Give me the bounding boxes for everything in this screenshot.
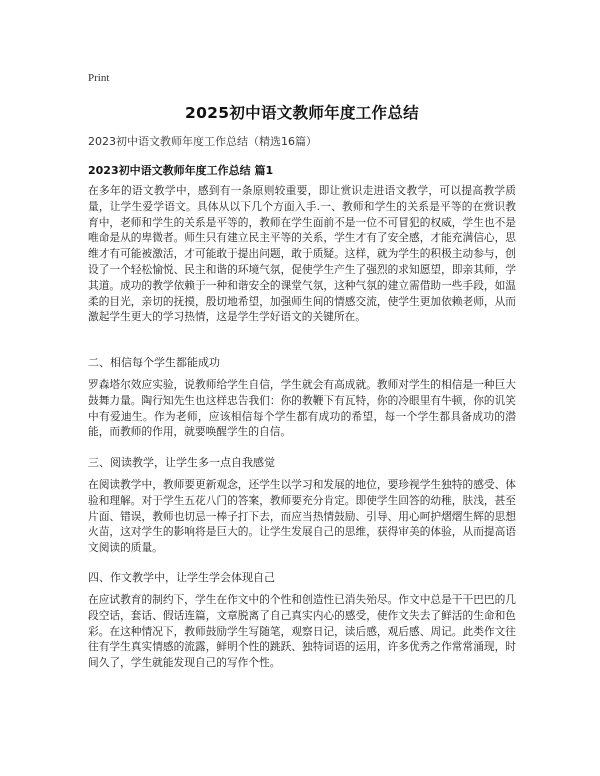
paragraph-4: 在应试教育的制约下，学生在作文中的个性和创造性已消失殆尽。作文中总是干干巴巴的几段空话，套话、假话连篇，文章脱离了自己真实内心的感受，使作文失去了鲜活的生命和色彩。在这种情况下，教师鼓励学生写随笔，观察日记，读后感，观后感、周记。此类作文往往有学生真实情感的流露，鲜明个性的跳跃、独特词语的运用，许多优秀之作常常涌现，时间久了，学生就能发现自己的写作个性。: [88, 593, 516, 670]
heading-2: 二、相信每个学生都能成功: [88, 356, 220, 369]
heading-4: 四、作文教学中，让学生学会体现自己: [88, 571, 275, 584]
paragraph-1: 在多年的语文教学中，感到有一条原则较重要，即让赏识走进语文教学，可以提高教学质量，让学生爱学语文。具体从以下几个方面入手.一、教师和学生的关系是平等的在赏识教育中，老师和学生的关系是平等的，教师在学生面前不是一位不可冒犯的权威，学生也不是唯命是从的卑微者。师生只有建立民主平等的关系，学生才有了安全感，才能充满信心，思维才有可能被激活，才可能敢于提出问题，敢于质疑。这样，就为学生的积极主动参与，创设了一个轻松愉悦、民主和谐的环境气氛，促使学生产生了强烈的求知愿望，即亲其师，学其道。成功的教学依赖于一种和谐安全的课堂气氛，这种气氛的建立需借助一些手段，如温柔的目光，亲切的抚摸，殷切地希望，加强师生间的情感交流，使学生更加依赖老师，从而激起学生更大的学习热情，这是学生学好语文的关键所在。: [88, 184, 516, 324]
paragraph-2: 罗森塔尔效应实验，说教师给学生自信，学生就会有高成就。教师对学生的相信是一种巨大鼓舞力量。陶行知先生也这样忠告我们：你的教鞭下有瓦特，你的冷眼里有牛顿，你的讥笑中有爱迪生。作为老师，应该相信每个学生都有成功的希望，每一个学生都具备成功的潜能，而教师的作用，就要唤醒学生的自信。: [88, 378, 516, 439]
print-link[interactable]: Print: [88, 72, 110, 84]
document-title: 2025初中语文教师年度工作总结: [185, 104, 419, 122]
paragraph-3: 在阅读教学中，教师要更新观念，还学生以学习和发展的地位，要珍视学生独特的感受、体验和理解。对于学生五花八门的答案，教师要充分肯定。即使学生回答的幼稚，肤浅，甚至片面、错误，教师也切忌一棒子打下去，而应当热情鼓励、引导、用心呵护熠熠生辉的思想火苗，这对学生的影响将是巨大的。让学生发展自己的思维，获得审美的体验，从而提高语文阅读的质量。: [88, 478, 516, 555]
document-subtitle: 2023初中语文教师年度工作总结（精选16篇）: [88, 135, 317, 148]
section-title: 2023初中语文教师年度工作总结 篇1: [88, 164, 274, 177]
heading-3: 三、阅读教学，让学生多一点自我感觉: [88, 456, 275, 469]
